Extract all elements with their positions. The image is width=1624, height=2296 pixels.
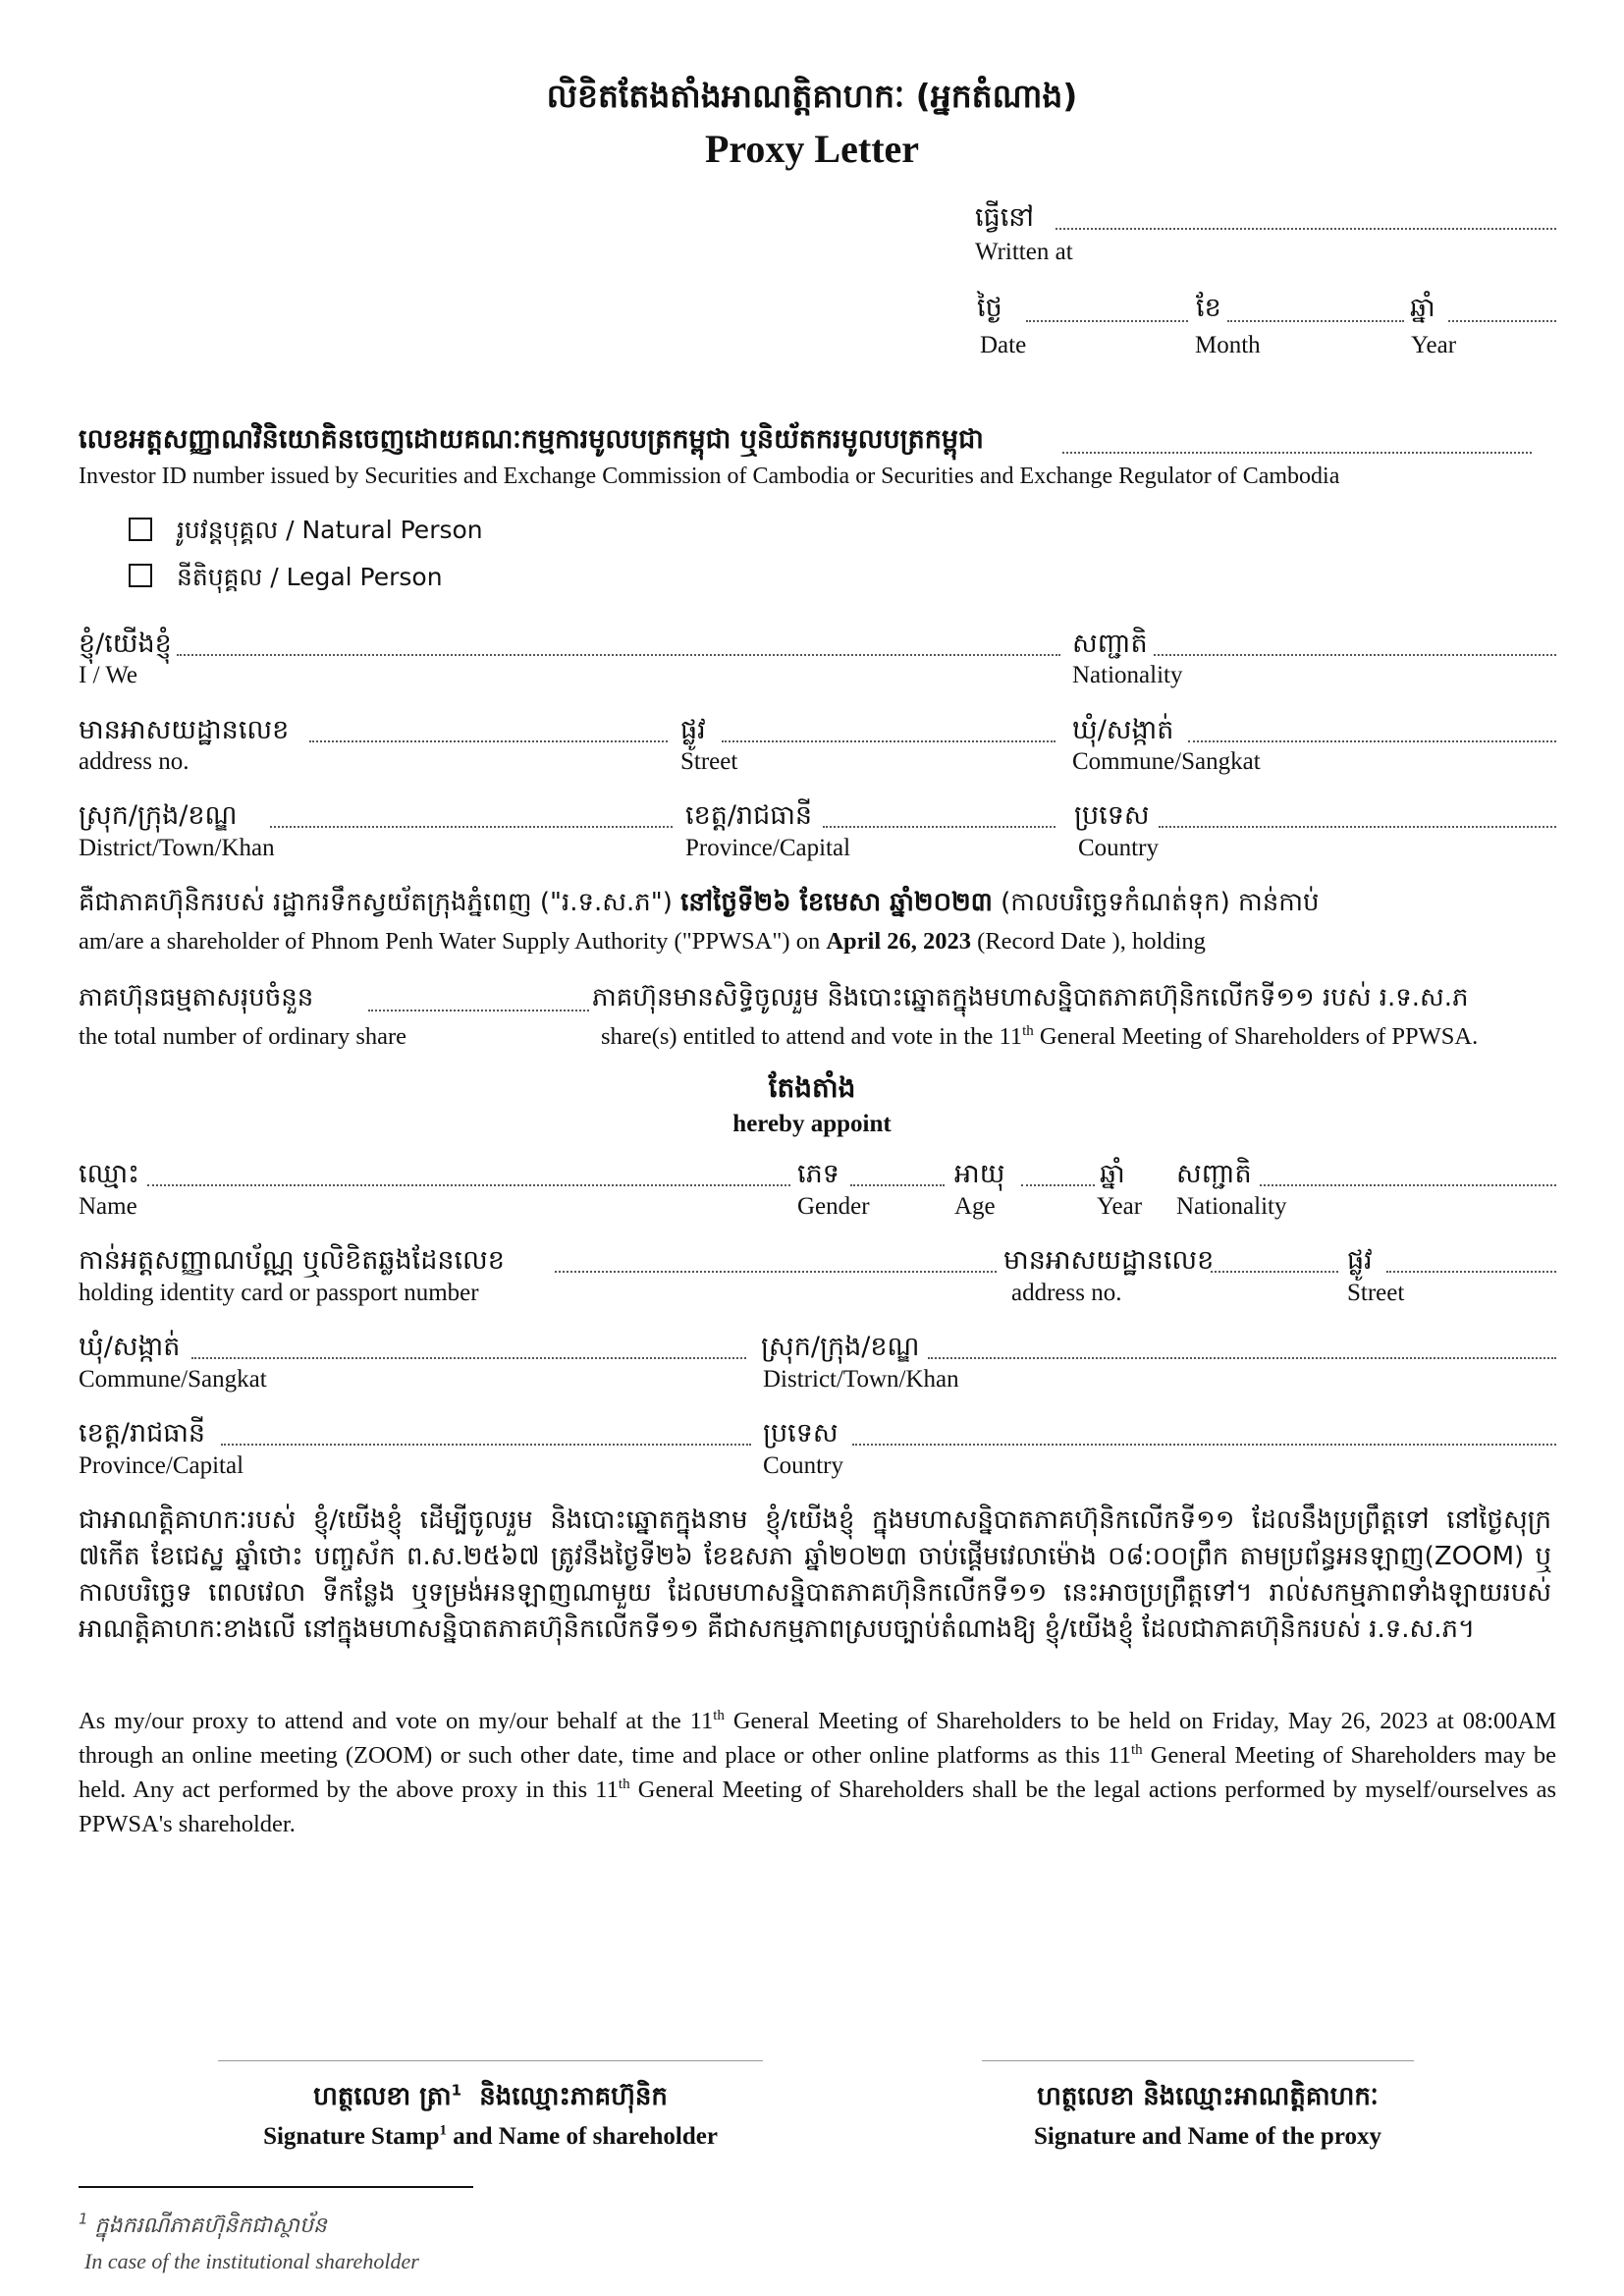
proxy-signature-line[interactable] bbox=[982, 2060, 1414, 2061]
shareholder-province-label-km: ខេត្ត/រាជធានី bbox=[685, 800, 813, 831]
proxy-id-label-en: holding identity card or passport number bbox=[79, 1280, 479, 1306]
proxy-age-label-en: Age bbox=[954, 1193, 996, 1220]
proxy-name-field[interactable] bbox=[147, 1184, 790, 1186]
written-at-label-en: Written at bbox=[975, 239, 1073, 265]
year-label-en: Year bbox=[1411, 332, 1457, 358]
proxy-name-label-en: Name bbox=[79, 1193, 137, 1220]
natural-person-label: រូបវន្តបុគ្គល / Natural Person bbox=[177, 516, 483, 544]
shareholder-nationality-label-km: សញ្ជាតិ bbox=[1072, 629, 1148, 659]
proxy-year-label-km: ឆ្នាំ bbox=[1100, 1159, 1125, 1189]
footnote-separator bbox=[79, 2186, 473, 2188]
investor-id-field[interactable] bbox=[1062, 452, 1532, 454]
mandate-paragraph-en: As my/our proxy to attend and vote on my/our behalf at the 11th General Meeting of Shareholders to be held on Friday, May 26, 2023 at 08:00AM through an online meeting (ZOOM) or such other date, time and place or other online platforms as this 11th General Meeting of Shareholders may be held. Any act performed by the above proxy in this 11th General Meeting of Shareholders shall be the legal actions performed by myself/ourselves as PPWSA's shareholder. bbox=[79, 1707, 1557, 1837]
proxy-commune-label-en: Commune/Sangkat bbox=[79, 1366, 267, 1393]
shareholder-street-field[interactable] bbox=[722, 740, 1056, 742]
proxy-street-label-en: Street bbox=[1347, 1280, 1405, 1306]
statement-km-record-date: នៅថ្ងៃទី២៦ ខែមេសា ឆ្នាំ២០២៣ bbox=[680, 888, 993, 917]
proxy-district-label-en: District/Town/Khan bbox=[763, 1366, 959, 1393]
shareholder-name-label-km: ខ្ញុំ/យើងខ្ញុំ bbox=[79, 629, 172, 659]
total-shares-label-en: the total number of ordinary share bbox=[79, 1023, 407, 1050]
proxy-district-field[interactable] bbox=[928, 1357, 1556, 1359]
shareholder-district-label-km: ស្រុក/ក្រុង/ខណ្ឌ bbox=[79, 800, 238, 831]
shareholder-commune-field[interactable] bbox=[1188, 740, 1556, 742]
proxy-commune-field[interactable] bbox=[191, 1357, 746, 1359]
entitled-shares-label-en: share(s) entitled to attend and vote in the 11th General Meeting of Shareholders of PPWSA. bbox=[601, 1022, 1479, 1050]
shareholder-signature-label-km: ហត្ថលេខា ត្រា$^1$ និងឈ្មោះភាគហ៊ុនិក bbox=[313, 2081, 668, 2111]
shareholder-commune-label-km: ឃុំ/សង្កាត់ bbox=[1072, 715, 1174, 745]
month-label-km: ខែ bbox=[1196, 293, 1221, 323]
month-label-en: Month bbox=[1195, 332, 1261, 358]
proxy-signature-label-en: Signature and Name of the proxy bbox=[1034, 2123, 1381, 2150]
written-at-field[interactable] bbox=[1056, 228, 1556, 230]
proxy-nationality-field[interactable] bbox=[1260, 1184, 1556, 1186]
shareholder-signature-label-en: Signature Stamp$^1$ and Name of shareholder bbox=[263, 2122, 718, 2150]
proxy-gender-label-en: Gender bbox=[797, 1193, 870, 1220]
total-shares-label-km: ភាគហ៊ុនធម្មតាសរុបចំនួន bbox=[79, 983, 314, 1012]
year-label-km: ឆ្នាំ bbox=[1410, 293, 1435, 323]
proxy-age-field[interactable] bbox=[1021, 1184, 1095, 1186]
date-label-en: Date bbox=[980, 332, 1027, 358]
footnote-km: $^1$ ក្នុងករណីភាគហ៊ុនិកជាស្ថាប័ន bbox=[79, 2210, 327, 2238]
shareholder-country-label-km: ប្រទេស bbox=[1074, 800, 1150, 831]
shareholder-nationality-label-en: Nationality bbox=[1072, 662, 1183, 688]
proxy-nationality-label-km: សញ្ជាតិ bbox=[1176, 1159, 1252, 1189]
shareholder-nationality-field[interactable] bbox=[1154, 654, 1556, 656]
shareholder-address-label-en: address no. bbox=[79, 748, 189, 775]
investor-id-label-en: Investor ID number issued by Securities and Exchange Commission of Cambodia or Securities and Exchange Regulator of Cambodia bbox=[79, 464, 1340, 489]
footnote-en: In case of the institutional shareholder bbox=[84, 2249, 419, 2273]
appoint-title-en: hereby appoint bbox=[732, 1111, 892, 1137]
proxy-commune-label-km: ឃុំ/សង្កាត់ bbox=[79, 1332, 181, 1362]
date-field[interactable] bbox=[1026, 320, 1188, 322]
month-field[interactable] bbox=[1227, 320, 1404, 322]
year-field[interactable] bbox=[1448, 320, 1556, 322]
proxy-name-label-km: ឈ្មោះ bbox=[79, 1159, 139, 1189]
proxy-address-field[interactable] bbox=[1211, 1271, 1338, 1273]
shareholder-district-label-en: District/Town/Khan bbox=[79, 835, 275, 861]
proxy-province-field[interactable] bbox=[221, 1444, 751, 1446]
statement-km-part3: (កាលបរិច្ឆេទកំណត់ទុក) កាន់កាប់ bbox=[1001, 888, 1320, 917]
shareholder-name-field[interactable] bbox=[177, 654, 1060, 656]
shareholder-address-label-km: មានអាសយដ្ឋានលេខ bbox=[79, 715, 290, 745]
title-khmer: លិខិតតែងតាំងអាណត្តិគាហកៈ (អ្នកតំណាង) bbox=[546, 77, 1078, 115]
title-english: Proxy Letter bbox=[704, 127, 920, 171]
entitled-shares-label-km: ភាគហ៊ុនមានសិទ្ធិចូលរួម និងបោះឆ្នោតក្នុងមហាសន្និបាតភាគហ៊ុនិកលើកទី១១ របស់ រ.ទ.ស.ភ bbox=[592, 983, 1469, 1012]
proxy-nationality-label-en: Nationality bbox=[1176, 1193, 1287, 1220]
proxy-address-label-en: address no. bbox=[1011, 1280, 1122, 1306]
shareholder-province-field[interactable] bbox=[823, 826, 1056, 828]
proxy-gender-field[interactable] bbox=[850, 1184, 945, 1186]
legal-person-checkbox[interactable] bbox=[129, 564, 152, 587]
shareholder-country-field[interactable] bbox=[1159, 826, 1556, 828]
proxy-id-label-km: កាន់អត្តសញ្ញាណប័ណ្ណ ឬលិខិតឆ្លងដែនលេខ bbox=[79, 1245, 505, 1276]
shareholder-district-field[interactable] bbox=[270, 826, 673, 828]
proxy-gender-label-km: ភេទ bbox=[797, 1159, 839, 1189]
statement-km-part1: គឺជាភាគហ៊ុនិករបស់ រដ្ឋាករទឹកស្វយ័តក្រុងភ្នំពេញ ("រ.ទ.ស.ភ") bbox=[79, 888, 673, 917]
total-shares-field[interactable] bbox=[368, 1010, 589, 1011]
legal-person-label: នីតិបុគ្គល / Legal Person bbox=[177, 563, 443, 591]
statement-en-part1: am/are a shareholder of Phnom Penh Water Supply Authority ("PPWSA") on bbox=[79, 928, 821, 955]
proxy-country-label-en: Country bbox=[763, 1452, 843, 1479]
statement-en-record-date: April 26, 2023 bbox=[826, 928, 972, 955]
shareholder-province-label-en: Province/Capital bbox=[685, 835, 851, 861]
mandate-paragraph-km: ជាអាណត្តិគាហកៈរបស់ ខ្ញុំ/យើងខ្ញុំ ដើម្បីចូលរួម និងបោះឆ្នោតក្នុងនាម ខ្ញុំ/យើងខ្ញុំ ក្នុងមហាសន្និបាតភាគហ៊ុនិកលើកទី១១ ដែលនឹងប្រព្រឹត្តទៅ នៅថ្ងៃសុក្រ ៧កើត ខែជេស្ឋ ឆ្នាំថោះ បញ្ចស័ក ព.ស.២៥៦៧ ត្រូវនឹងថ្ងៃទី២៦ ខែឧសភា ឆ្នាំ២០២៣ ចាប់ផ្ដើមវេលាម៉ោង ០៨:០០ព្រឹក តាមប្រព័ន្ធអនឡាញ(ZOOM) ឬកាលបរិច្ឆេទ ពេលវេលា ទីកន្លែង ឬទម្រង់អនឡាញណាមួយ ដែលមហាសន្និបាតភាគហ៊ុនិកលើកទី១១ នេះអាចប្រព្រឹត្តទៅ។ រាល់សកម្មភាពទាំងឡាយរបស់អាណត្តិគាហកៈខាងលើ នៅក្នុងមហាសន្និបាតភាគហ៊ុនិកលើកទី១១ គឺជាសកម្មភាពស្របច្បាប់តំណាងឱ្យ ខ្ញុំ/យើងខ្ញុំ ដែលជាភាគហ៊ុនិករបស់ រ.ទ.ស.ភ។ bbox=[79, 1505, 1551, 1644]
shareholder-country-label-en: Country bbox=[1078, 835, 1159, 861]
proxy-street-label-km: ផ្លូវ bbox=[1347, 1245, 1373, 1276]
statement-en-part3: (Record Date ), holding bbox=[977, 928, 1206, 955]
proxy-street-field[interactable] bbox=[1386, 1271, 1556, 1273]
proxy-year-label-en: Year bbox=[1097, 1193, 1143, 1220]
date-label-km: ថ្ងៃ bbox=[977, 293, 1002, 323]
written-at-label-km: ធ្វើនៅ bbox=[975, 202, 1034, 233]
shareholder-street-label-en: Street bbox=[680, 748, 738, 775]
proxy-id-field[interactable] bbox=[555, 1271, 997, 1273]
proxy-district-label-km: ស្រុក/ក្រុង/ខណ្ឌ bbox=[761, 1332, 920, 1362]
proxy-signature-label-km: ហត្ថលេខា និងឈ្មោះអាណត្តិគាហកៈ bbox=[1037, 2082, 1379, 2111]
proxy-country-label-km: ប្រទេស bbox=[763, 1418, 839, 1449]
proxy-age-label-km: អាយុ bbox=[954, 1159, 1005, 1189]
shareholder-name-label-en: I / We bbox=[79, 662, 138, 688]
proxy-address-label-km: មានអាសយដ្ឋានលេខ bbox=[1003, 1245, 1215, 1276]
shareholder-signature-line[interactable] bbox=[218, 2060, 763, 2061]
shareholder-address-field[interactable] bbox=[309, 740, 668, 742]
proxy-province-label-km: ខេត្ត/រាជធានី bbox=[79, 1418, 206, 1449]
shareholder-street-label-km: ផ្លូវ bbox=[680, 715, 706, 745]
natural-person-checkbox[interactable] bbox=[129, 518, 152, 541]
proxy-province-label-en: Province/Capital bbox=[79, 1452, 244, 1479]
shareholder-commune-label-en: Commune/Sangkat bbox=[1072, 748, 1261, 775]
proxy-country-field[interactable] bbox=[852, 1444, 1556, 1446]
appoint-title-km: តែងតាំង bbox=[768, 1071, 856, 1104]
investor-id-label-km: លេខអត្តសញ្ញាណវិនិយោគិនចេញដោយគណៈកម្មការមូលបត្រកម្ពុជា ឬនិយ័តករមូលបត្រកម្ពុជា bbox=[79, 424, 984, 455]
